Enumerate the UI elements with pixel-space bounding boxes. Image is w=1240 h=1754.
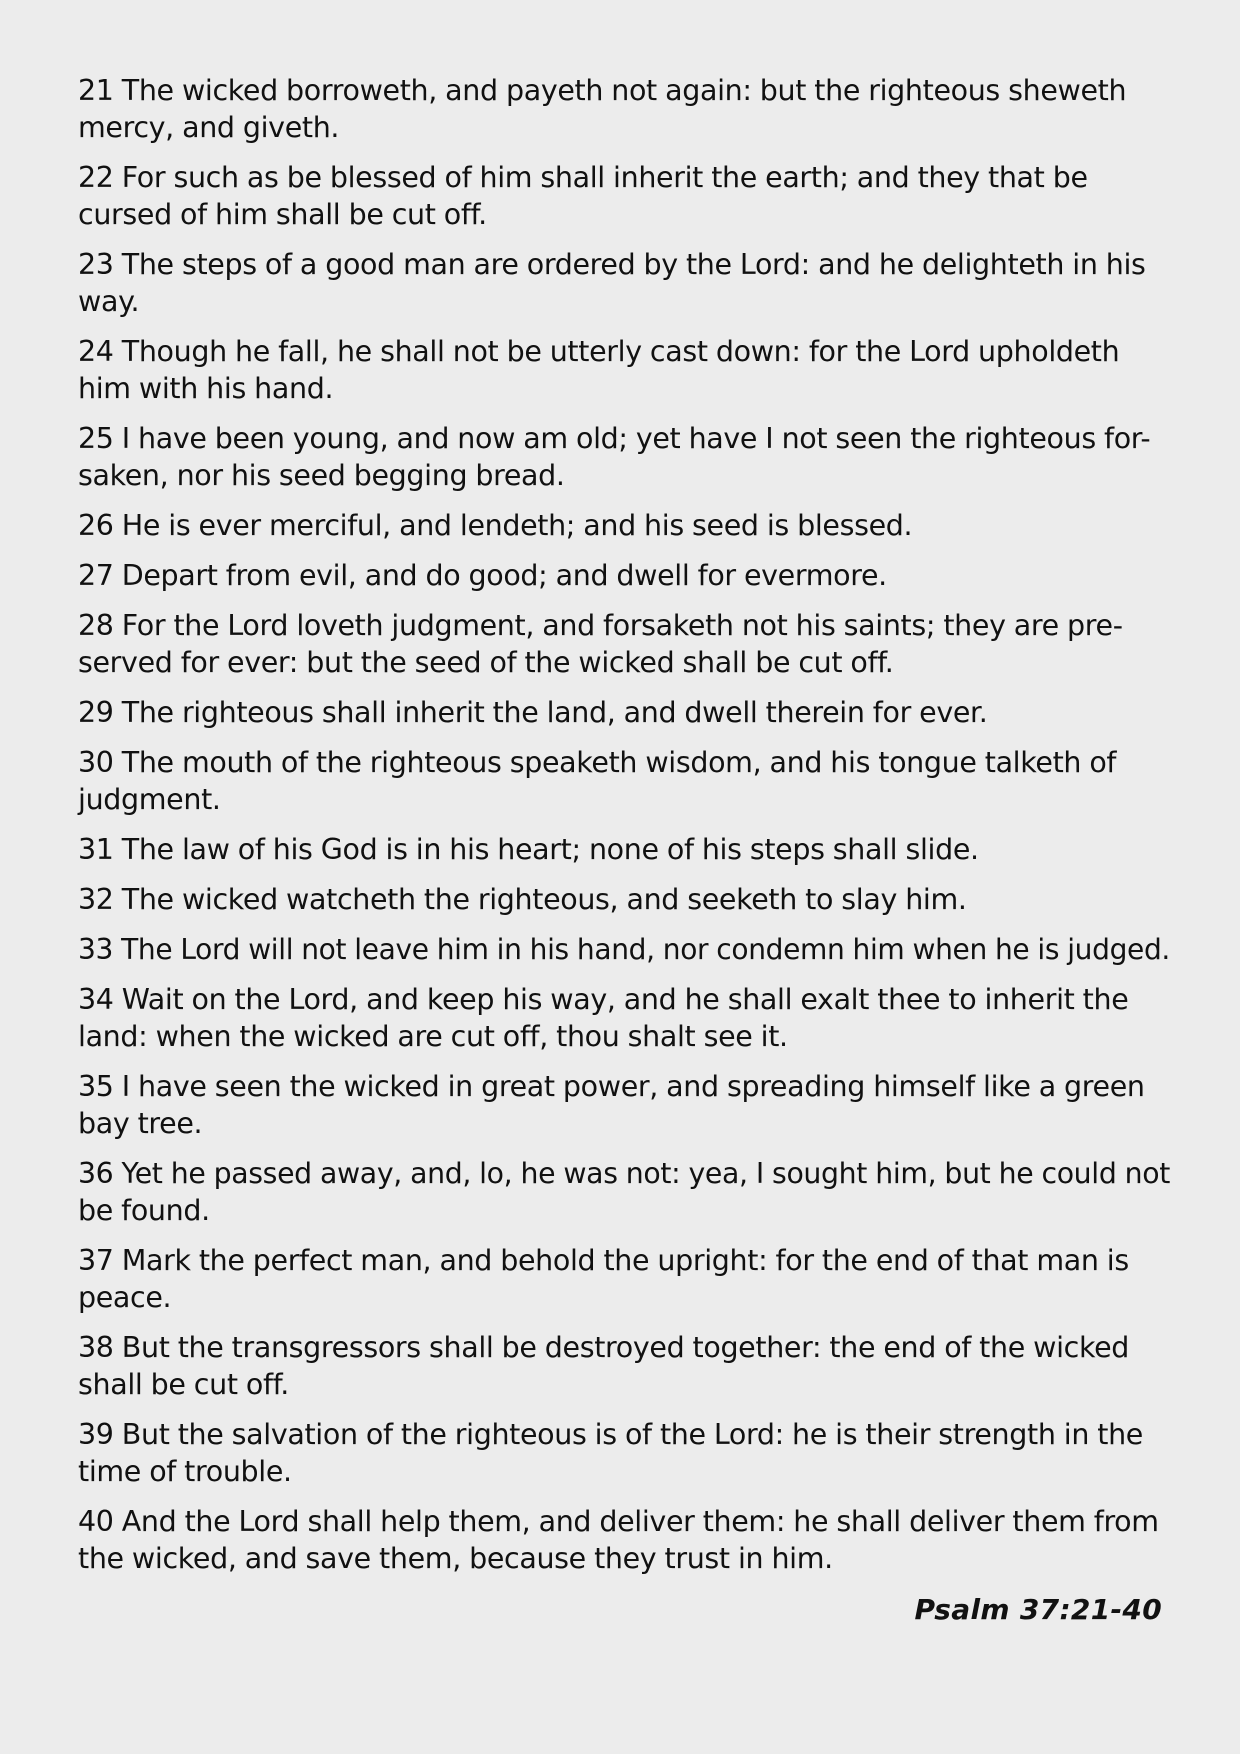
verse-line: 25 I have been young, and now am old; yet have I not seen the righteous for- [78, 422, 1151, 455]
psalm-text-body [78, 72, 1170, 1590]
verse-line: 34 Wait on the Lord, and keep his way, and he shall exalt thee to inherit the [78, 983, 1129, 1016]
verse-line: 22 For such as be blessed of him shall inherit the earth; and they that be [78, 161, 1088, 194]
verse-line: be found. [78, 1194, 210, 1227]
verse-line: peace. [78, 1281, 172, 1314]
verse-36 [78, 1155, 1170, 1229]
verse-27 [78, 557, 1170, 594]
verse-23 [78, 246, 1170, 320]
verse-33 [78, 931, 1170, 968]
verse-22 [78, 159, 1170, 233]
verse-line: 24 Though he fall, he shall not be utterly cast down: for the Lord upholdeth [78, 335, 1120, 368]
verse-24 [78, 333, 1170, 407]
verse-line: shall be cut off. [78, 1368, 289, 1401]
scripture-reference: Psalm 37:21-40 [914, 1593, 1162, 1626]
verse-28 [78, 607, 1170, 681]
verse-line: 35 I have seen the wicked in great power, and spreading himself like a green [78, 1070, 1145, 1103]
verse-line: 28 For the Lord loveth judgment, and forsaketh not his saints; they are pre- [78, 609, 1123, 642]
verse-30 [78, 744, 1170, 818]
verse-line: 30 The mouth of the righteous speaketh wisdom, and his tongue talketh of [78, 746, 1117, 779]
verse-line: 40 And the Lord shall help them, and deliver them: he shall deliver them from [78, 1505, 1159, 1538]
verse-line: saken, nor his seed begging bread. [78, 459, 565, 492]
verse-line: 27 Depart from evil, and do good; and dwell for evermore. [78, 559, 887, 592]
verse-line: 31 The law of his God is in his heart; none of his steps shall slide. [78, 833, 979, 866]
verse-line: land: when the wicked are cut off, thou shalt see it. [78, 1020, 788, 1053]
verse-39 [78, 1416, 1170, 1490]
verse-line: 23 The steps of a good man are ordered by the Lord: and he delighteth in his [78, 248, 1146, 281]
verse-line: him with his hand. [78, 372, 334, 405]
verse-31 [78, 831, 1170, 868]
verse-line: mercy, and giveth. [78, 111, 340, 144]
verse-line: cursed of him shall be cut off. [78, 198, 487, 231]
verse-25 [78, 420, 1170, 494]
verse-line: way. [78, 285, 140, 318]
verse-line: 39 But the salvation of the righteous is of the Lord: he is their strength in the [78, 1418, 1143, 1451]
verse-line: 38 But the transgressors shall be destroyed together: the end of the wicked [78, 1331, 1130, 1364]
verse-37 [78, 1242, 1170, 1316]
verse-40 [78, 1503, 1170, 1577]
verse-26 [78, 507, 1170, 544]
verse-line: 29 The righteous shall inherit the land, and dwell therein for ever. [78, 696, 988, 729]
verse-line: the wicked, and save them, because they trust in him. [78, 1542, 833, 1575]
verse-21 [78, 72, 1170, 146]
verse-line: 26 He is ever merciful, and lendeth; and his seed is blessed. [78, 509, 913, 542]
verse-38 [78, 1329, 1170, 1403]
verse-line: 21 The wicked borroweth, and payeth not again: but the righteous sheweth [78, 74, 1127, 107]
verse-line: 33 The Lord will not leave him in his hand, nor condemn him when he is judged. [78, 933, 1170, 966]
verse-line: served for ever: but the seed of the wicked shall be cut off. [78, 646, 894, 679]
verse-32 [78, 881, 1170, 918]
verse-line: 36 Yet he passed away, and, lo, he was not: yea, I sought him, but he could not [78, 1157, 1170, 1190]
verse-line: bay tree. [78, 1107, 203, 1140]
verse-line: time of trouble. [78, 1455, 292, 1488]
verse-35 [78, 1068, 1170, 1142]
verse-line: 37 Mark the perfect man, and behold the upright: for the end of that man is [78, 1244, 1129, 1277]
verse-29 [78, 694, 1170, 731]
verse-line: 32 The wicked watcheth the righteous, and seeketh to slay him. [78, 883, 967, 916]
verse-34 [78, 981, 1170, 1055]
verse-line: judgment. [78, 783, 221, 816]
